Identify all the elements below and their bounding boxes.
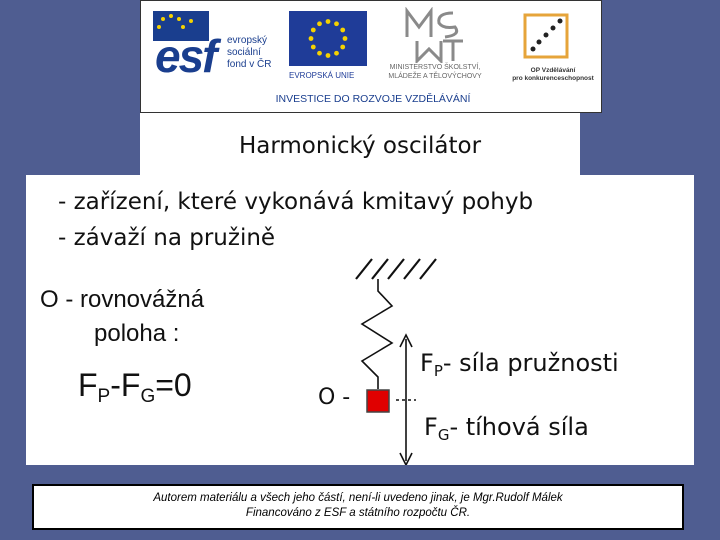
eu-star: [326, 53, 331, 58]
eu-flag-icon: [289, 11, 367, 66]
equilibrium-line-1: O - rovnovážná: [40, 286, 205, 313]
eu-star: [343, 36, 348, 41]
esf-wordmark: esf: [155, 30, 216, 82]
bullet-weight-on-spring: - závaží na pružině: [58, 225, 276, 251]
investment-tagline: INVESTICE DO ROZVOJE VZDĚLÁVÁNÍ: [275, 93, 471, 105]
force-balance-equation: $F_P-F_G=0$: [78, 367, 192, 407]
eu-star: [326, 19, 331, 24]
spring: [362, 279, 392, 389]
equilibrium-point-label: O -: [318, 385, 351, 410]
author-footer: [32, 484, 684, 530]
op-emblem-icon: [519, 9, 573, 63]
equilibrium-line-2: poloha :: [94, 320, 180, 347]
op-logo: [505, 9, 595, 89]
eu-star: [309, 36, 314, 41]
ceiling-hatch: [356, 259, 436, 279]
force-arrows: [396, 335, 416, 465]
elastic-force-label: $F_P-$ síla pružnosti: [420, 349, 619, 380]
title-box: [140, 113, 580, 175]
eu-star: [317, 51, 322, 56]
op-caption: OP Vzdělávání pro konkurenceschopnost: [512, 67, 594, 82]
eu-star: [334, 21, 339, 26]
funding-line: Financováno z ESF a státního rozpočtu ČR.: [245, 507, 471, 519]
msmt-emblem-icon: [403, 7, 465, 63]
eu-star: [340, 45, 345, 50]
weight-block: [367, 390, 389, 412]
slide-title: Harmonický oscilátor: [238, 133, 482, 159]
spring-oscillator-diagram: [26, 175, 694, 465]
esf-logo: [153, 11, 281, 85]
eu-star: [311, 45, 316, 50]
main-panel: [26, 175, 694, 465]
author-line: Autorem materiálu a všech jeho částí, není-li uvedeno jinak, je Mgr.Rudolf Málek: [153, 492, 563, 504]
eu-logo: [289, 11, 367, 85]
msmt-logo: [373, 7, 497, 87]
eu-caption: EVROPSKÁ UNIE: [289, 71, 355, 80]
gravity-force-label: $F_G-$ tíhová síla: [424, 413, 589, 444]
msmt-caption: MINISTERSTVO ŠKOLSTVÍ, MLÁDEŽE A TĚLOVÝCHOVY: [388, 64, 482, 80]
logo-banner: [140, 0, 602, 113]
eu-star: [340, 28, 345, 33]
eu-star: [334, 51, 339, 56]
eu-star: [311, 28, 316, 33]
eu-star: [317, 21, 322, 26]
bullet-device: - zařízení, které vykonává kmitavý pohyb: [58, 189, 534, 215]
esf-caption: evropský sociální fond v ČR: [227, 35, 272, 70]
